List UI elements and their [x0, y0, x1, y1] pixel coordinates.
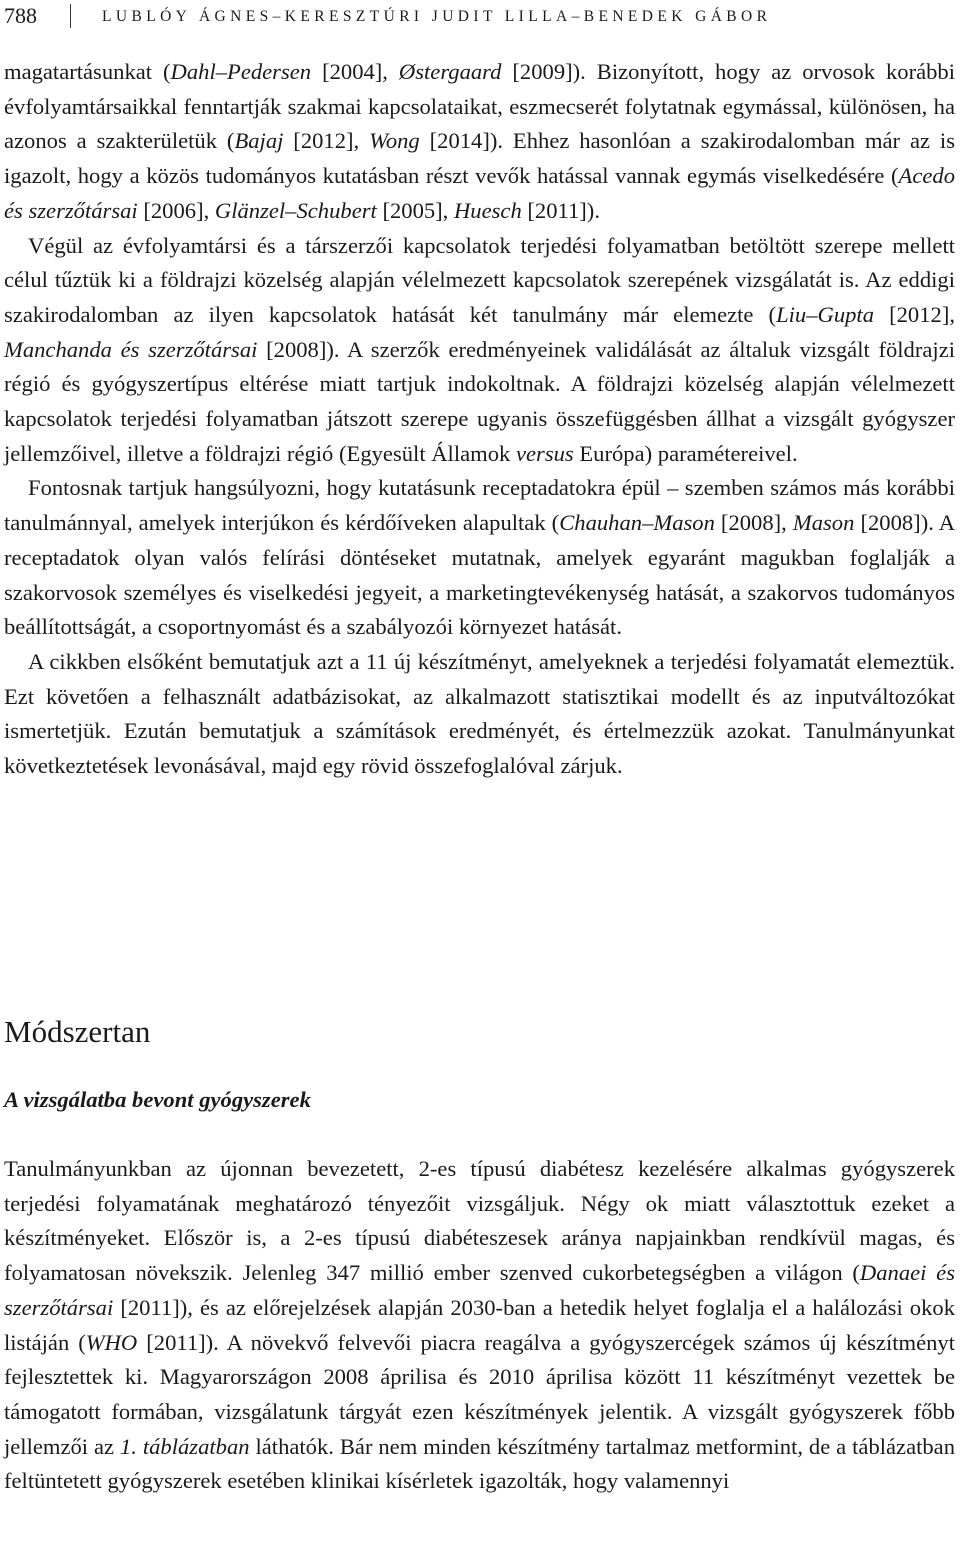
paragraph [4, 471, 955, 645]
italic-text-run: Bajaj [234, 128, 284, 154]
text-run: [2012], [283, 128, 370, 154]
italic-text-run: WHO [85, 1329, 138, 1355]
italic-text-run: Mason [792, 510, 855, 536]
text-run: [2005], [376, 197, 454, 223]
header-divider [70, 4, 71, 28]
running-head-authors: LUBLÓY ÁGNES–KERESZTÚRI JUDIT LILLA–BENEDEK GÁBOR [102, 8, 772, 25]
page-header [0, 0, 960, 36]
text-run: magatartásunkat ( [4, 59, 171, 84]
section-heading: Módszertan [4, 1014, 151, 1049]
text-run: [2012], [874, 301, 955, 327]
page-number: 788 [4, 3, 37, 28]
italic-text-run: Liu–Gupta [776, 301, 874, 327]
paragraph [4, 1152, 955, 1499]
text-run: [2009]). Bizonyított, hogy az orvosok korábbi évfolyamtársaikkal fenntartják szakmai kapcsolataikat, eszmecserét folytatnak egymással, különösen, ha azonos a szakterületük ( [4, 59, 955, 154]
paragraph [4, 645, 955, 784]
italic-text-run: Østergaard [398, 59, 502, 84]
text-run: [2011]), és az előrejelzések alapján 2030-ban a hetedik helyet foglalja el a halálozási okok listáján ( [4, 1294, 955, 1355]
text-run: [2011]). A növekvő felvevői piacra reagálva a gyógyszercégek számos új készítményt fejlesztettek ki. Magyarországon 2008 áprilisa és 2010 áprilisa között 11 készítményt vezettek be támogatott formában, vizsgálatunk tárgyát ezen készítmények jelentik. A vizsgált gyógyszerek főbb jellemzői az [4, 1329, 955, 1459]
body-text [4, 55, 955, 784]
text-run: [2011]). [521, 197, 600, 223]
italic-text-run: Wong [369, 128, 420, 154]
italic-text-run: Acedo és szerzőtársai [4, 163, 955, 223]
methods-text [4, 1152, 955, 1499]
text-run: [2008], [714, 510, 793, 536]
text-run: [2014]). Ehhez hasonlóan a szakirodalomban már az is igazolt, hogy a közös tudományos kutatásban részt vevők hatással vannak egymás viselkedésére ( [4, 128, 955, 189]
text-run: [2004], [311, 59, 399, 84]
text-run: Európa) paramétereivel. [573, 440, 798, 466]
paragraph [4, 55, 955, 229]
paragraph [4, 229, 955, 472]
italic-text-run: Manchanda és szerzőtársai [4, 336, 258, 362]
italic-text-run: Dahl–Pedersen [170, 59, 312, 84]
italic-text-run: 1. táblázatban [119, 1433, 250, 1459]
text-run: láthatók. Bár nem minden készítmény tartalmaz metformint, de a táblázatban feltüntetett gyógyszerek esetében klinikai kísérletek igazolták, hogy valamennyi [4, 1433, 955, 1494]
subsection-heading: A vizsgálatba bevont gyógyszerek [4, 1087, 311, 1112]
italic-text-run: versus [515, 440, 574, 466]
text-run: [2008]). A szerzők eredményeinek validálását az általuk vizsgált földrajzi régió és gyógyszertípus eltérése miatt tartjuk indokoltnak. A földrajzi közelség alapján vélelmezett kapcsolatok terjedési folyamatban játszott szerepe ugyanis összefüggésben állhat a vizsgált gyógyszer jellemzőivel, illetve a földrajzi régió (Egyesült Államok [4, 336, 955, 466]
text-run: Tanulmányunkban az újonnan bevezetett, 2-es típusú diabétesz kezelésére alkalmas gyógyszerek terjedési folyamatának meghatározó tényezőit vizsgáljuk. Négy ok miatt választottuk ezeket a készítményeket. Először is, a 2-es típusú diabéteszesek aránya napjainkban rendkívül magas, és folyamatosan növekszik. Jelenleg 347 millió ember szenved cukorbetegségben a világon ( [4, 1156, 955, 1286]
text-run: A cikkben elsőként bemutatjuk azt a 11 új készítményt, amelyeknek a terjedési folyamatát elemeztük. Ezt követően a felhasznált adatbázisokat, az alkalmazott statisztikai modellt és az inputváltozókat ismertetjük. Ezután bemutatjuk a számítások eredményét, és értelmezzük azokat. Tanulmányunkat következtetések levonásával, majd egy rövid összefoglalóval zárjuk. [4, 648, 955, 779]
text-run: [2006], [137, 197, 215, 223]
text-run: Fontosnak tartjuk hangsúlyozni, hogy kutatásunk receptadatokra épül – szemben számos más korábbi tanulmánnyal, amelyek interjúkon és kérdőíveken alapultak ( [4, 475, 955, 536]
text-run: [2008]). A receptadatok olyan valós felírási döntéseket mutatnak, amelyek egyaránt magukban foglalják a szakorvosok személyes és viselkedési jegyeit, a marketingtevékenység hatását, a szakorvos tudományos beállítottságát, a csoportnyomást és a szabályozói környezet hatását. [4, 510, 956, 640]
text-run: Végül az évfolyamtársi és a társzerzői kapcsolatok terjedési folyamatban betöltött szerepe mellett célul tűztük ki a földrajzi közelség alapján vélelmezett kapcsolatok szerepének vizsgálatát is. Az eddigi szakirodalomban az ilyen kapcsolatok hatását két tanulmány már elemezte ( [4, 232, 955, 327]
italic-text-run: Danaei és szerzőtársai [4, 1260, 955, 1320]
italic-text-run: Glänzel–Schubert [214, 197, 377, 223]
italic-text-run: Chauhan–Mason [559, 510, 715, 536]
italic-text-run: Huesch [453, 197, 522, 223]
